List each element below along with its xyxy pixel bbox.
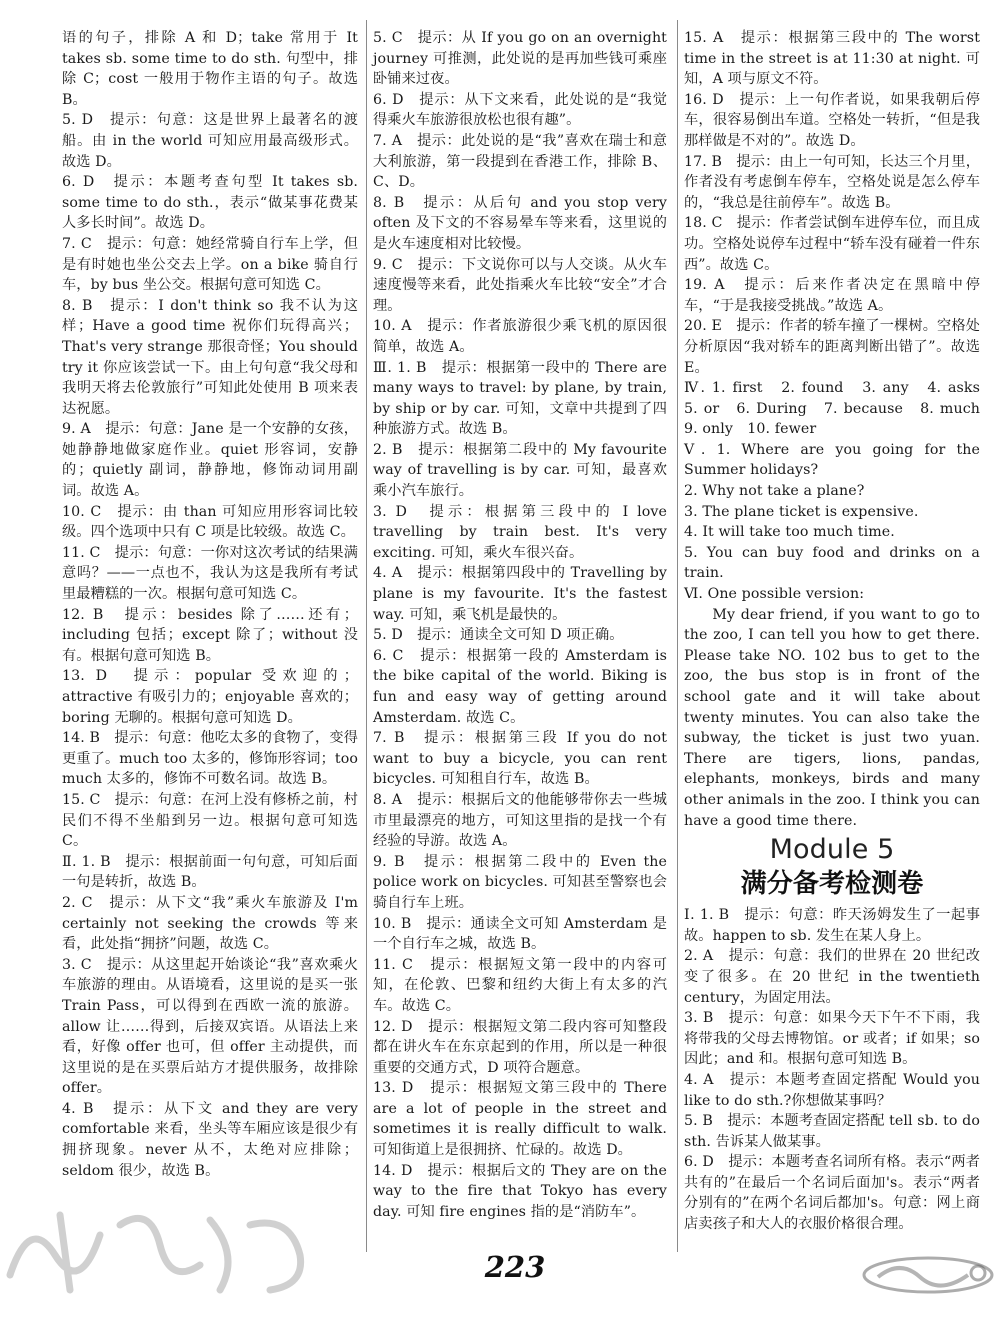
answer-item: Ⅴ. 1. Where are you going for the Summer holidays?	[684, 441, 985, 479]
answer-item: 9. B 提示：根据第二段中的 Even the police work on bicycles. 可知甚至警察也会骑自行车上班。	[373, 853, 672, 911]
answer-item: 19. A 提示：后来作者决定在黑暗中停车，“于是我接受挑战。”故选 A。	[684, 277, 980, 314]
answer-item: 15. C 提示：句意：在河上没有修桥之前，村民们不得不坐船到另一边。根据句意可知选 C。	[62, 791, 363, 850]
answer-item: Ⅰ. 1. B 提示：句意：昨天汤姆发生了一起事故。happen to sb. 发生在某人身上。	[684, 907, 980, 944]
answer-item: Ⅵ. One possible version:	[684, 586, 865, 603]
answer-item: 7. A 提示：此处说的是“我”喜欢在瑞士和意大利旅游，第一段提到在香港工作，排除 B、C、D。	[373, 132, 667, 191]
answer-item: 10. C 提示：由 than 可知应用形容词比较级。四个选项中只有 C 项是比较级。故选 C。	[62, 503, 358, 541]
answer-column-right	[684, 28, 995, 1243]
module-title: Module 5	[769, 834, 895, 866]
answer-item: Ⅳ. 1. first 2. found 3. any 4. asks 5. or 6. During 7. because 8. much 9. only 10. fewer	[684, 380, 995, 438]
answer-item: 5. You can buy food and drinks on a train.	[684, 544, 985, 582]
answer-item: 2. C 提示：从下文“我”乘火车旅游及 I'm certainly not seeking the crowds 等来看，此处指“拥挤”问题，故选 C。	[62, 894, 363, 953]
answer-item: 10. B 提示：通读全文可知 Amsterdam 是一个自行车之城，故选 B。	[373, 915, 667, 953]
column-divider	[677, 20, 678, 1252]
answer-item: 7. B 提示：根据第三段 If you do not want to buy a bicycle, you can rent bicycles. 可知租自行车，故选 B。	[373, 730, 672, 788]
answer-item: 17. B 提示：由上一句可知，长达三个月里，作者没有考虑倒车停车，空格处说是怎么停车的，“我总是往前停车”。故选 B。	[684, 153, 980, 211]
answer-item: 13. D 提示：根据短文第三段中的 There are a lot of people in the street and sometimes it is really difficult to walk. 可知街道上是很拥挤、忙碌的。故选 D。	[373, 1080, 672, 1159]
answer-item: 5. B 提示：本题考查固定搭配 tell sb. to do sth. 告诉某人做某事。	[684, 1113, 985, 1150]
module-subtitle: 满分备考检测卷	[740, 869, 924, 900]
answer-item: 15. A 提示：根据第三段中的 The worst time in the street is at 11:30 at night. 可知，A 项与原文不符。	[684, 30, 985, 88]
answer-item: 11. C 提示：句意：一你对这次考试的结果满意吗？——一点也不，我认为这是我所有考试里最糟糕的一次。根据句意可知选 C。	[62, 544, 358, 603]
answer-item: 4. A 提示：根据第四段中的 Travelling by plane is my favourite. It's the fastest way. 可知，乘飞机是最快的。	[373, 565, 672, 623]
answer-item: Ⅲ. 1. B 提示：根据第一段中的 There are many ways to travel: by plane, by train, by ship or by car. 可知，文章中共提到了四种旅游方式。故选 B。	[373, 359, 672, 438]
page-number: 223	[484, 1250, 546, 1284]
answer-item: 4. B 提示：从下文 and they are very comfortable 来看，坐头等车厢应该是很少有拥挤现象。never 从不，太绝对应排除；seldom 很少，故选 B。	[62, 1100, 363, 1179]
answer-item: 2. A 提示：句意：我们的世界在 20 世纪改变了很多。在 20 世纪 in the twentieth century，为固定用法。	[684, 948, 985, 1006]
answer-item: 7. C 提示：句意：她经常骑自行车上学，但是有时她也坐公交去上学。on a bike 骑自行车，by bus 坐公交。根据句意可知选 C。	[62, 235, 358, 294]
answer-item: 4. It will take too much time.	[684, 524, 895, 541]
answer-item: 6. D 提示：本题考查名词所有格。表示“两者共有的”在最后一个名词后面加's。表示“两者分别有的”在两个名词后都加's。句意：网上商店卖孩子和大人的衣服价格很合理。	[684, 1154, 980, 1233]
answer-item: 2. Why not take a plane?	[684, 483, 865, 500]
answer-item: 20. E 提示：作者的轿车撞了一棵树。空格处分析原因“我对轿车的距离判断出错了”。故选 E。	[684, 318, 985, 376]
answer-item: 18. C 提示：作者尝试倒车进停车位，而且成功。空格处说停车过程中“轿车没有碰着一件东西”。故选 C。	[684, 215, 980, 273]
answer-item: 8. A 提示：根据后文的他能够带你去一些城市里最漂亮的地方，可知这里指的是找一个有经验的导游。故选 A。	[373, 791, 667, 850]
answer-item: 2. B 提示：根据第二段中的 My favourite way of travelling is by car. 可知，最喜欢乘小汽车旅行。	[373, 441, 672, 500]
answer-item: 14. B 提示：句意：他吃太多的食物了，变得更重了。much too 太多的，修饰形容词；too much 太多的，修饰不可数名词。故选 B。	[62, 730, 363, 788]
answer-item: 8. B 提示：从后句 and you stop very often 及下文的不容易晕车等来看，这里说的是火车速度相对比较慢。	[373, 194, 672, 252]
answer-item: 5. D 提示：句意：这是世界上最著名的渡船。由 in the world 可知应用最高级形式。故选 D。	[62, 112, 358, 170]
answer-item: 8. B 提示：I don't think so 我不认为这样；Have a good time 祝你们玩得高兴；That's very strange 那很奇怪；You should try it 你应该尝试一下。由上句句意“我父母和我明天将去伦敦旅行”可知此处使用 B 项来表达祝愿。	[62, 297, 363, 417]
watermark-stamp-logo	[860, 1255, 996, 1295]
answer-item: 6. D 提示：本题考查句型 It takes sb. some time to do sth.，表示“做某事花费某人多长时间”。故选 D。	[62, 174, 363, 232]
sample-essay: My dear friend, if you want to go to the zoo, I can tell you how to get there. Please take NO. 102 bus to get to the zoo, the bus stop is in front of the school gate and it will take about twenty minutes. You can also take the subway, the ticket is just two yuan. There are tigers, lions, pandas, elephants, monkeys, birds and many other animals in the zoo. I think you can have a good time there.	[684, 606, 985, 829]
answer-item: 13. D 提示：popular 受欢迎的；attractive 有吸引力的；enjoyable 喜欢的；boring 无聊的。根据句意可知选 D。	[62, 668, 358, 726]
answer-column-middle	[373, 28, 672, 1243]
answer-item: 10. A 提示：作者旅游很少乘飞机的原因很简单，故选 A。	[373, 318, 667, 355]
answer-item: 14. D 提示：根据后文的 They are on the way to the fire that Tokyo has every day. 可知 fire engines 指的是“消防车”。	[373, 1162, 672, 1220]
answer-item: 4. A 提示：本题考查固定搭配 Would you like to do sth.?你想做某事吗？	[684, 1071, 985, 1109]
answer-item: 语的句子，排除 A 和 D；take 常用于 It takes sb. some time to do sth. 句型中，排除 C；cost 一般用于物作主语的句子。故选 B。	[62, 30, 363, 108]
answer-item: 16. D 提示：上一句作者说，如果我朝后停车，很容易倒出车道。空格处一转折，“但是我那样做是不对的”。故选 D。	[684, 91, 980, 149]
answer-item: 12. D 提示：根据短文第二段内容可知整段都在讲火车在东京起到的作用，所以是一种很重要的交通方式，D 项符合题意。	[373, 1018, 667, 1076]
answer-item: 3. The plane ticket is expensive.	[684, 503, 919, 520]
answer-item: 5. D 提示：通读全文可知 D 项正确。	[373, 627, 624, 644]
answer-item: 6. D 提示：从下文来看，此处说的是“我觉得乘火车旅游很放松也很有趣”。	[373, 91, 667, 129]
answer-item: 3. B 提示：句意：如果今天下午不下雨，我将带我的父母去博物馆。or 或者；if 如果；so 因此；and 和。根据句意可知选 B。	[684, 1010, 985, 1068]
column-divider	[366, 20, 367, 1252]
watermark-handwriting	[0, 1195, 330, 1299]
answer-item: 11. C 提示：根据短文第一段中的内容可知，在伦敦、巴黎和纽约大街上有太多的汽车。故选 C。	[373, 956, 667, 1014]
answer-item: 3. C 提示：从这里起开始谈论“我”喜欢乘火车旅游的理由。从语境看，这里说的是买一张 Train Pass，可以得到在西欧一流的旅游。allow 让……得到，后接双宾语。从语法上来看，好像 offer 也可，但 offer 主动提供，而这里说的是在买票后站方才提供服务，故排除 offer。	[62, 956, 363, 1097]
answer-item: 3. D 提示：根据第三段中的 I love travelling by train best. It's very exciting. 可知，乘火车很兴奋。	[373, 503, 672, 561]
answer-column-left	[62, 28, 363, 1243]
answer-item: 12. B 提示：besides 除了……还有；including 包括；except 除了；without 没有。根据句意可知选 B。	[62, 606, 358, 664]
answer-item: 9. A 提示：句意：Jane 是一个安静的女孩，她静静地做家庭作业。quiet 形容词，安静的；quietly 副词，静静地，修饰动词用副词。故选 A。	[62, 421, 358, 500]
answer-item: 6. C 提示：根据第一段的 Amsterdam is the bike capital of the world. Biking is fun and easy way of getting around Amsterdam. 故选 C。	[373, 647, 672, 726]
answer-item: 5. C 提示：从 If you go on an overnight journey 可推测，此处说的是再加些钱可乘座卧铺来过夜。	[373, 30, 672, 88]
answer-item: Ⅱ. 1. B 提示：根据前面一句句意，可知后面一句是转折，故选 B。	[62, 853, 358, 891]
answer-item: 9. C 提示：下文说你可以与人交谈。从火车速度慢等来看，此处指乘火车比较“安全”才合理。	[373, 256, 667, 314]
